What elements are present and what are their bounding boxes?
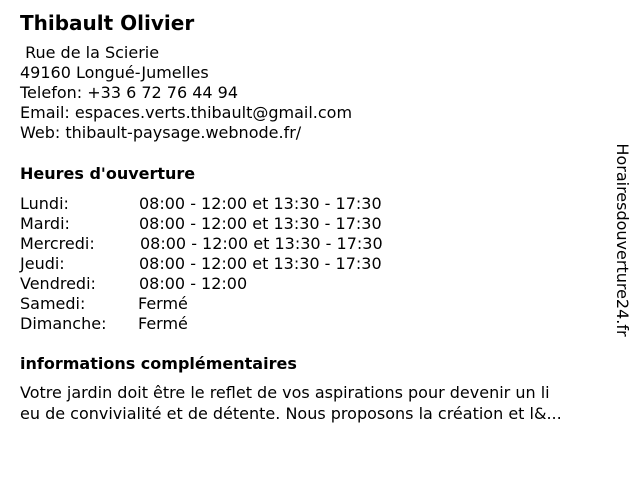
business-name: Thibault Olivier [20, 11, 195, 35]
day-label: Mercredi: [20, 234, 95, 253]
hours-table [20, 194, 440, 334]
time-value: 08:00 - 12:00 [139, 274, 248, 293]
day-label: Mardi: [20, 214, 70, 233]
day-label: Dimanche: [20, 314, 107, 333]
hours-row-vendredi [20, 274, 440, 294]
info-description [20, 382, 620, 424]
description-line: eu de convivialité et de détente. Nous proposons la création et l&... [20, 404, 562, 423]
day-label: Vendredi: [20, 274, 96, 293]
day-label: Samedi: [20, 294, 86, 313]
info-heading: informations complémentaires [20, 354, 297, 373]
email-line: Email: espaces.verts.thibault@gmail.com [20, 103, 353, 122]
hours-row-samedi [20, 294, 440, 314]
street-line: Rue de la Scierie [20, 43, 160, 62]
hours-heading: Heures d'ouverture [20, 164, 196, 183]
time-value: Fermé [138, 294, 188, 313]
time-value: 08:00 - 12:00 et 13:30 - 17:30 [140, 234, 383, 253]
hours-row-jeudi [20, 254, 440, 274]
day-label: Lundi: [20, 194, 69, 213]
hours-row-mardi [20, 214, 440, 234]
day-label: Jeudi: [20, 254, 65, 273]
time-value: 08:00 - 12:00 et 13:30 - 17:30 [139, 254, 382, 273]
phone-line: Telefon: +33 6 72 76 44 94 [20, 83, 239, 102]
web-line: Web: thibault-paysage.webnode.fr/ [20, 123, 302, 142]
hours-row-lundi [20, 194, 440, 214]
description-line: Votre jardin doit être le reflet de vos aspirations pour devenir un li [20, 383, 550, 402]
time-value: 08:00 - 12:00 et 13:30 - 17:30 [139, 214, 382, 233]
address-block [20, 43, 352, 143]
hours-row-dimanche [20, 314, 440, 334]
hours-row-mercredi [20, 234, 440, 254]
site-watermark: Horairesdouverture24.fr [613, 143, 632, 337]
time-value: 08:00 - 12:00 et 13:30 - 17:30 [139, 194, 382, 213]
time-value: Fermé [138, 314, 188, 333]
city-line: 49160 Longué-Jumelles [20, 63, 209, 82]
